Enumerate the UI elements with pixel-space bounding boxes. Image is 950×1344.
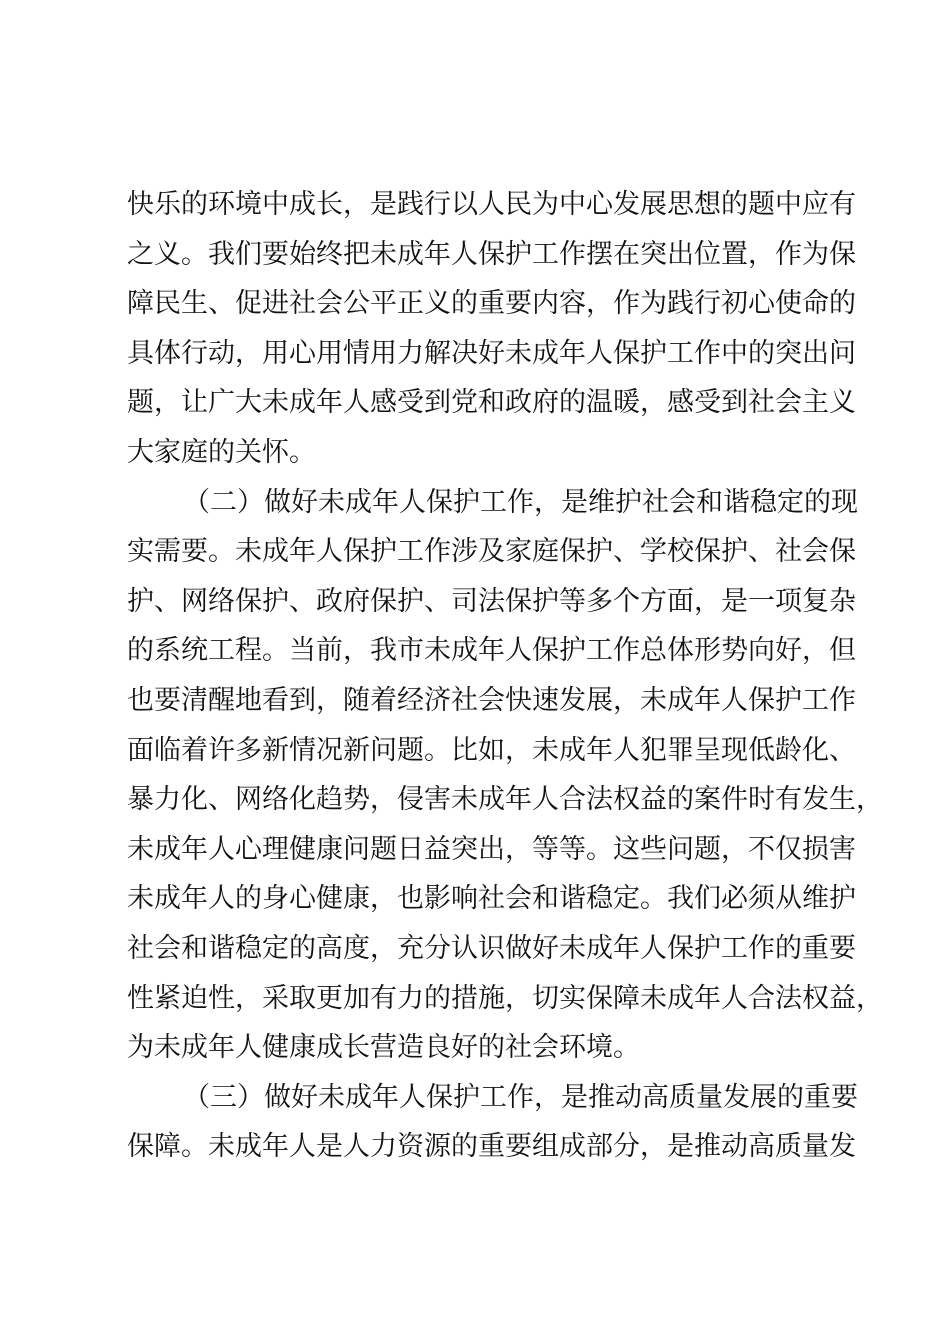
text-line: 暴力化、网络化趋势，侵害未成年人合法权益的案件时有发生， (127, 784, 883, 816)
text-line: 也要清醒地看到，随着经济社会快速发展，未成年人保护工作 (127, 684, 856, 716)
text-line: 题，让广大未成年人感受到党和政府的温暖，感受到社会主义 (127, 387, 856, 419)
text-line: 保障。未成年人是人力资源的重要组成部分，是推动高质量发 (127, 1131, 856, 1163)
text-line: 障民生、促进社会公平正义的重要内容，作为践行初心使命的 (127, 288, 856, 320)
text-line: 实需要。未成年人保护工作涉及家庭保护、学校保护、社会保 (127, 536, 856, 568)
text-line: 之义。我们要始终把未成年人保护工作摆在突出位置，作为保 (127, 238, 856, 270)
text-line: 未成年人心理健康问题日益突出，等等。这些问题，不仅损害 (127, 833, 856, 865)
text-line: 性紧迫性，采取更加有力的措施，切实保障未成年人合法权益， (127, 982, 883, 1014)
section-heading-line: （二）做好未成年人保护工作，是维护社会和谐稳定的现 (183, 486, 858, 518)
text-line: 为未成年人健康成长营造良好的社会环境。 (127, 1032, 640, 1064)
text-line: 大家庭的关怀。 (127, 436, 316, 468)
body-text (127, 180, 883, 1172)
text-line: 面临着许多新情况新问题。比如，未成年人犯罪呈现低龄化、 (127, 734, 856, 766)
text-line: 的系统工程。当前，我市未成年人保护工作总体形势向好，但 (127, 635, 856, 667)
text-line: 未成年人的身心健康，也影响社会和谐稳定。我们必须从维护 (127, 883, 856, 915)
text-line: 具体行动，用心用情用力解决好未成年人保护工作中的突出问 (127, 337, 856, 369)
text-line: 社会和谐稳定的高度，充分认识做好未成年人保护工作的重要 (127, 932, 856, 964)
text-line: 快乐的环境中成长，是践行以人民为中心发展思想的题中应有 (127, 189, 856, 220)
section-heading-line: （三）做好未成年人保护工作，是推动高质量发展的重要 (183, 1081, 858, 1113)
text-line: 护、网络保护、政府保护、司法保护等多个方面，是一项复杂 (127, 585, 856, 617)
